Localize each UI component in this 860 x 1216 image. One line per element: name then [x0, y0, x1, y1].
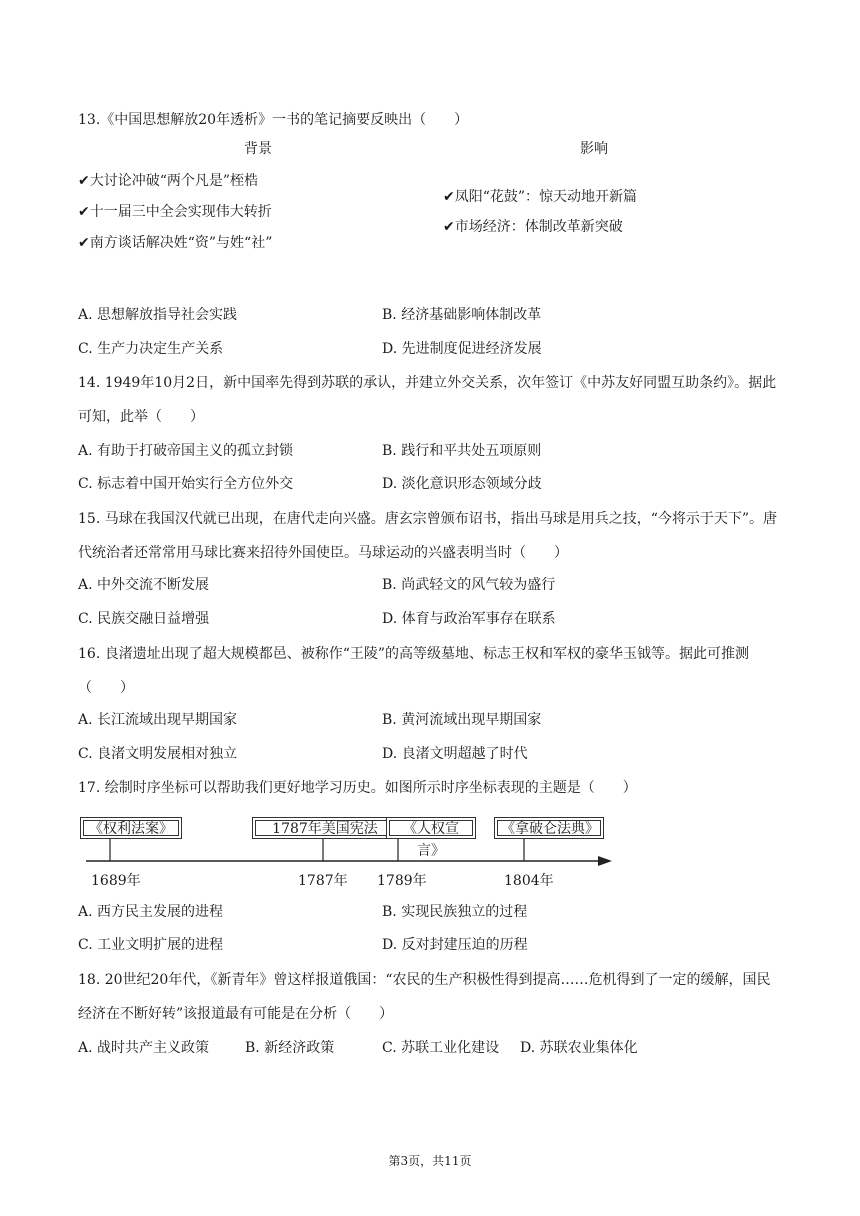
- q18-option-b[interactable]: B. 新经济政策: [245, 1040, 335, 1056]
- timeline-year: 1787年: [298, 873, 348, 889]
- q13-right-item: ✔凤阳“花鼓”：惊天动地开新篇: [443, 189, 638, 205]
- q14-option-a[interactable]: A. 有助于打破帝国主义的孤立封锁: [78, 443, 294, 459]
- q16-stem: 16. 良渚遗址出现了超大规模都邑、被称作“王陵”的高等级墓地、标志王权和军权的豪华玉钺等。据此可推测（ ）: [78, 646, 750, 696]
- timeline-event-label: 《拿破仑法典》: [494, 817, 604, 839]
- q13-stem: 13.《中国思想解放20年透析》一书的笔记摘要反映出（ ）: [78, 112, 469, 128]
- q15-option-b[interactable]: B. 尚武轻文的风气较为盛行: [382, 577, 556, 593]
- timeline-year: 1689年: [91, 873, 141, 889]
- q15-option-c[interactable]: C. 民族交融日益增强: [78, 611, 210, 627]
- q15-option-d[interactable]: D. 体育与政治军事存在联系: [382, 611, 556, 627]
- timeline-year: 1804年: [504, 873, 554, 889]
- checkmark-icon: ✔: [443, 219, 455, 235]
- q13-left-item: ✔南方谈话解决姓“资”与姓“社”: [78, 235, 273, 251]
- q17-option-a[interactable]: A. 西方民主发展的进程: [78, 904, 224, 920]
- timeline-event-label: 《人权宣言》: [386, 817, 476, 839]
- q13-header-background: 背景: [244, 141, 272, 157]
- q13-right-item: ✔市场经济：体制改革新突破: [443, 219, 623, 235]
- q17-option-c[interactable]: C. 工业文明扩展的进程: [78, 937, 224, 953]
- checkmark-icon: ✔: [78, 204, 90, 220]
- q17-stem: 17. 绘制时序坐标可以帮助我们更好地学习历史。如图所示时序坐标表现的主题是（ ）: [78, 780, 637, 796]
- timeline-event-label: 《权利法案》: [80, 817, 182, 839]
- q16-option-c[interactable]: C. 良渚文明发展相对独立: [78, 746, 238, 762]
- q17-option-b[interactable]: B. 实现民族独立的过程: [382, 904, 528, 920]
- q18-stem: 18. 20世纪20年代，《新青年》曾这样报道俄国：“农民的生产积极性得到提高……危机得到了一定的缓解，国民经济在不断好转”该报道最有可能是在分析（ ）: [78, 972, 771, 1022]
- checkmark-icon: ✔: [78, 235, 90, 251]
- q13-header-impact: 影响: [580, 141, 608, 157]
- q13-option-b[interactable]: B. 经济基础影响体制改革: [382, 307, 542, 323]
- q13-left-item: ✔十一届三中全会实现伟大转折: [78, 204, 272, 220]
- q13-option-c[interactable]: C. 生产力决定生产关系: [78, 341, 224, 357]
- q14-option-d[interactable]: D. 淡化意识形态领域分歧: [382, 476, 542, 492]
- q14-option-b[interactable]: B. 践行和平共处五项原则: [382, 443, 542, 459]
- q13-option-a[interactable]: A. 思想解放指导社会实践: [78, 307, 238, 323]
- timeline-arrow-icon: [598, 856, 612, 866]
- q14-stem: 14. 1949年10月2日，新中国率先得到苏联的承认，并建立外交关系，次年签订《中苏友好同盟互助条约》。据此可知，此举（ ）: [78, 375, 777, 425]
- q13-left-item: ✔大讨论冲破“两个凡是”桎梏: [78, 173, 259, 189]
- page-footer: 第3页，共11页: [388, 1154, 472, 1168]
- timeline-event-label: 1787年美国宪法: [252, 817, 398, 839]
- q16-option-b[interactable]: B. 黄河流域出现早期国家: [382, 712, 542, 728]
- q15-option-a[interactable]: A. 中外交流不断发展: [78, 577, 210, 593]
- checkmark-icon: ✔: [78, 173, 90, 189]
- q18-option-c[interactable]: C. 苏联工业化建设: [382, 1040, 500, 1056]
- checkmark-icon: ✔: [443, 189, 455, 205]
- q18-option-a[interactable]: A. 战时共产主义政策: [78, 1040, 210, 1056]
- q17-option-d[interactable]: D. 反对封建压迫的历程: [382, 937, 528, 953]
- q13-option-d[interactable]: D. 先进制度促进经济发展: [382, 341, 542, 357]
- q15-stem: 15. 马球在我国汉代就已出现，在唐代走向兴盛。唐玄宗曾颁布诏书，指出马球是用兵之技，“今将示于天下”。唐代统治者还常常用马球比赛来招待外国使臣。马球运动的兴盛表明当时（ ）: [78, 511, 778, 561]
- q14-option-c[interactable]: C. 标志着中国开始实行全方位外交: [78, 476, 294, 492]
- q16-option-a[interactable]: A. 长江流域出现早期国家: [78, 712, 238, 728]
- timeline-year: 1789年: [377, 873, 427, 889]
- q16-option-d[interactable]: D. 良渚文明超越了时代: [382, 746, 528, 762]
- q18-option-d[interactable]: D. 苏联农业集体化: [520, 1040, 638, 1056]
